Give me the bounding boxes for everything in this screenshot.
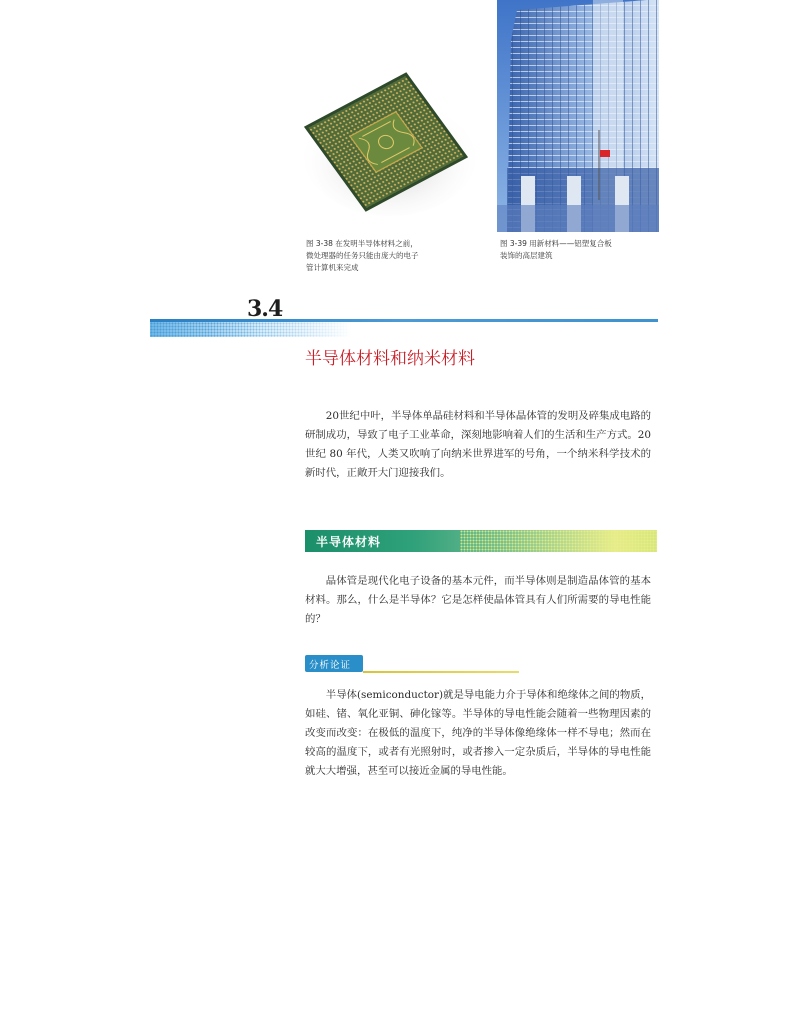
analysis-paragraph: 半导体(semiconductor)就是导电能力介于导体和绝缘体之间的物质，如硅、锗、氧化亚铜、砷化镓等。半导体的导电性能会随着一些物理因素的改变而改变：在极低的温度下，纯净的半导体像绝缘体一样不导电；然而在较高的温度下，或者有光照射时，或者掺入一定杂质后，半导体的导电性能就大大增强，甚至可以接近金属的导电性能。 xyxy=(305,689,651,777)
section-header-pattern xyxy=(150,322,350,337)
analysis-tag-label: 分析论证 xyxy=(309,660,352,671)
semiconductor-intro-paragraph: 晶体管是现代化电子设备的基本元件，而半导体则是制造晶体管的基本材料。那么，什么是半导体？它是怎样使晶体管具有人们所需要的导电性能的？ xyxy=(305,575,651,625)
figure-caption-3-38: 图 3-38 在发明半导体材料之前， 微处理器的任务只能由庞大的电子 管计算机来完成 xyxy=(306,239,419,272)
section-title: 半导体材料和纳米材料 xyxy=(305,349,475,369)
high-rise-building-photo xyxy=(497,0,659,232)
subsection-title: 半导体材料 xyxy=(316,535,382,549)
figure-caption-3-39: 图 3-39 用新材料——铝塑复合板 装饰的高层建筑 xyxy=(500,239,612,260)
cpu-chip-image xyxy=(298,70,476,222)
building-image xyxy=(497,0,659,232)
subsection-banner-pattern xyxy=(460,530,657,552)
intro-paragraph: 20世纪中叶，半导体单晶硅材料和半导体晶体管的发明及碎集成电路的研制成功，导致了电子工业革命，深刻地影响着人们的生活和生产方式。20 世纪 80 年代，人类又吹响了向纳米世界进军的号角，一个纳米科学技术的新时代，正敞开大门迎接我们。 xyxy=(305,410,651,479)
cpu-chip-photo xyxy=(298,70,476,222)
section-number: 3.4 xyxy=(247,296,283,322)
section-header-rule xyxy=(150,319,658,322)
analysis-underline xyxy=(363,671,519,673)
